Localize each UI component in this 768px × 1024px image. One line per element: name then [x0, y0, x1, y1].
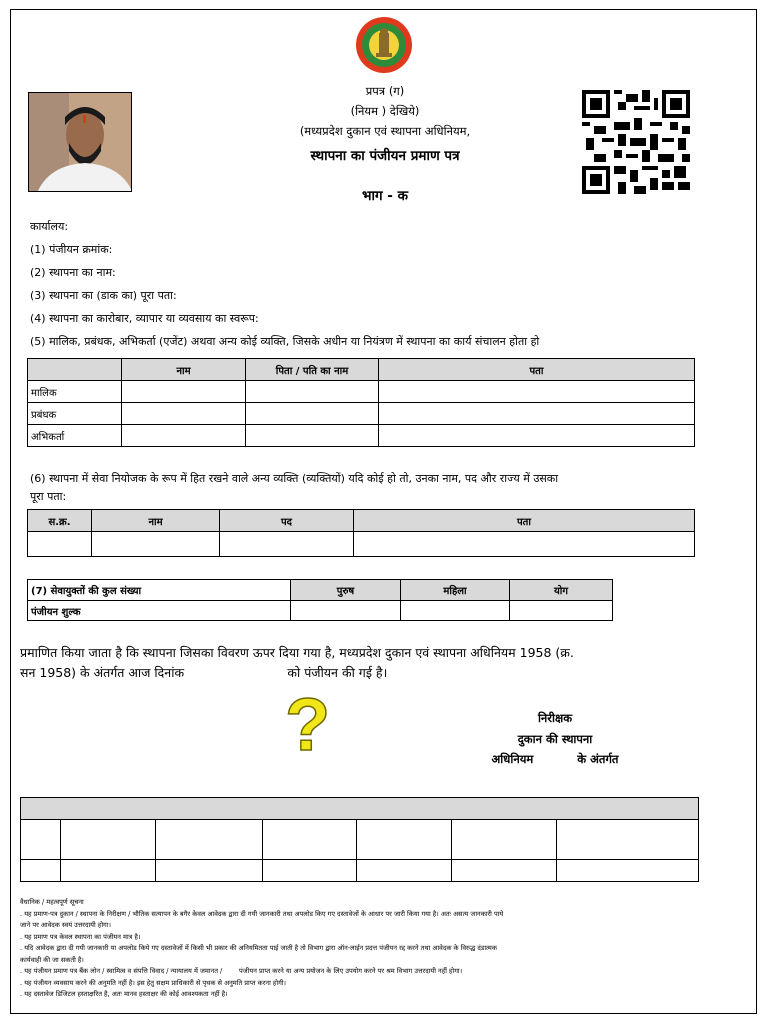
- table-row: [28, 425, 695, 447]
- act-reference: (मध्यप्रदेश दुकान एवं स्थापना अधिनियम,: [299, 124, 471, 138]
- employees-count-label: (7) सेवायुक्तों की कुल संख्या: [28, 580, 291, 601]
- row-label-manager: प्रबंधक: [28, 403, 122, 425]
- form-label: प्रपत्र (ग): [365, 84, 405, 98]
- registration-number-label: (1) पंजीयन क्रमांक:: [30, 243, 113, 256]
- establishment-name-label: (2) स्थापना का नाम:: [30, 266, 116, 279]
- employer-table-header: पद: [220, 510, 354, 532]
- note-item: . यह पंजीयन प्रमाण पत्र बैंक लोन / स्वामित्व व संपत्ति विवाद / न्यायालय में जमानत / पंजीयन प्राप्त करने या अन्य प्रयोजन के लिए उपयोग करने पर श्रम विभाग उत्तरदायी नहीं होगा।: [20, 967, 463, 975]
- responsible-person-label: (5) मालिक, प्रबंधक, अभिकर्ता (एजेंट) अथवा अन्य कोई व्यक्ति, जिसके अधीन या नियंत्रण में स्थापना का कार्य संचालन होता हो: [30, 335, 540, 348]
- owner-table-header: [28, 359, 122, 381]
- note-item: . यह प्रमाण-पत्र दुकान / स्थापना के निरीक्षण / भौतिक सत्यापन के बगैर केवल आवेदक द्वारा दी गयी जानकारी तथा अपलोड किए गए दस्तावेजों के आधार पर जारी किया गया है। अतः असत्य जानकारी पाये: [20, 909, 504, 918]
- employer-table-header: नाम: [92, 510, 220, 532]
- employer-table-header: स.क्र.: [28, 510, 92, 532]
- part-label: भाग - क: [362, 188, 408, 204]
- rule-reference: (नियम ) देखिये): [350, 104, 420, 118]
- legal-notes: [20, 897, 710, 1001]
- note-item: . यदि आवेदक द्वारा दी गयी जानकारी या अपलोड किये गए दस्तावेजों में किसी भी प्रकार की अनियमितता पाई जाती है तो विभाग द्वारा ऑन-लाईन प्रदत्त पंजीयन रद्द करने तथा आवेदक के विरुद्ध दंडात्मक: [20, 944, 497, 952]
- row-label-owner: मालिक: [28, 381, 122, 403]
- certificate-text-cont: सन 1958) के अंतर्गत आज दिनांक को पंजीयन की गई है।: [20, 665, 388, 680]
- registration-fee-label: पंजीयन शुल्क: [28, 601, 291, 621]
- note-item: . यह पंजीयन व्यवसाय करने की अनुमति नहीं है। इस हेतु सक्षम प्राधिकारी से पृथक से अनुमति प्राप्त करना होगी।: [20, 978, 287, 987]
- applicant-photo: [28, 92, 132, 192]
- employees-table-header: योग: [510, 580, 613, 601]
- owner-table: [27, 358, 695, 447]
- section-6-text-cont: पूरा पता:: [30, 490, 67, 503]
- note-item: . यह प्रमाण पत्र केवल स्थापना का पंजीयन मात्र है।: [20, 932, 141, 941]
- employees-table-header: महिला: [401, 580, 510, 601]
- note-item: . यह दस्तावेज डिजिटल हस्ताक्षरित है, अतः मानव हस्ताक्षर की कोई आवश्यकता नहीं है।: [20, 990, 228, 998]
- table-row: [28, 381, 695, 403]
- row-label-agent: अभिकर्ता: [28, 425, 122, 447]
- authority-label: दुकान की स्थापना: [517, 732, 593, 746]
- business-nature-label: (4) स्थापना का कारोबार, व्यापार या व्यवसाय का स्वरूप:: [30, 312, 259, 325]
- footer-table: [20, 797, 699, 882]
- table-row: [28, 403, 695, 425]
- owner-table-header: नाम: [122, 359, 246, 381]
- section-6-text: (6) स्थापना में सेवा नियोजक के रूप में हित रखने वाले अन्य व्यक्ति (व्यक्तियों) यदि कोई हो तो, उनका नाम, पद और राज्य में उसका: [30, 472, 559, 485]
- certificate-text: प्रमाणित किया जाता है कि स्थापना जिसका विवरण ऊपर दिया गया है, मध्यप्रदेश दुकान एवं स्थापना अधिनियम 1958 (क्र.: [20, 645, 574, 660]
- employees-table-header: पुरुष: [291, 580, 401, 601]
- note-item: जाने पर आवेदक स्वयं उत्तरदायी होगा।: [20, 921, 111, 929]
- state-emblem-icon: [350, 15, 418, 75]
- postal-address-label: (3) स्थापना का (डाक का) पूरा पता:: [30, 289, 177, 302]
- owner-table-header: पिता / पति का नाम: [246, 359, 379, 381]
- owner-table-header: पता: [379, 359, 695, 381]
- act-authority-label: अधिनियम के अंतर्गत: [491, 752, 619, 766]
- notes-heading: वैधानिक / महत्वपूर्ण सूचना: [20, 898, 84, 906]
- inspector-label: निरीक्षक: [537, 711, 573, 725]
- table-row: [28, 601, 613, 621]
- document-title: स्थापना का पंजीयन प्रमाण पत्र: [310, 148, 460, 164]
- office-label: कार्यालय:: [30, 220, 69, 233]
- employees-table: [27, 579, 613, 621]
- missing-signature-icon: ?: [285, 683, 331, 766]
- note-item: कार्यवाही की जा सकती है।: [20, 955, 84, 964]
- table-row: [28, 532, 695, 557]
- employer-interest-table: [27, 509, 695, 557]
- footer-table-header: [21, 798, 699, 820]
- employer-table-header: पता: [354, 510, 695, 532]
